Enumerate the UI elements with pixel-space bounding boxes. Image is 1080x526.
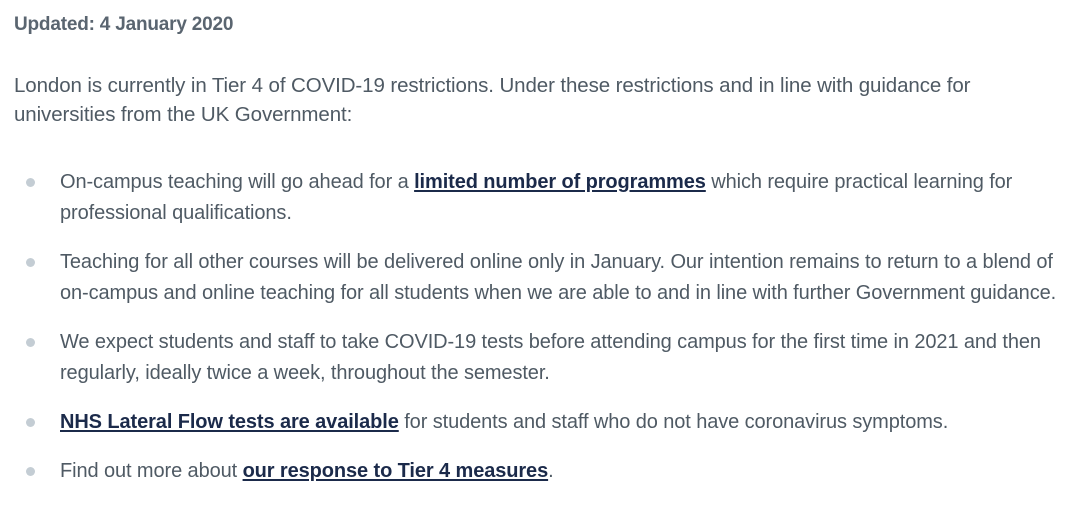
bullet-icon [26, 258, 35, 267]
list-item-prefix: We expect students and staff to take COVID-19 tests before attending campus for the first time in 2021 and then regularly, ideally twice a week, throughout the semester. [60, 331, 1041, 385]
list-item [14, 456, 1066, 487]
list-item [14, 327, 1066, 389]
link-limited-number-of-programmes[interactable]: limited number of programmes [414, 171, 706, 194]
list-item-prefix: Find out more about [60, 460, 243, 483]
intro-paragraph: London is currently in Tier 4 of COVID-19 restrictions. Under these restrictions and in line with guidance for universities from the UK Government: [14, 73, 971, 126]
list-item [14, 167, 1066, 229]
restrictions-list [14, 167, 1066, 487]
updated-date: Updated: 4 January 2020 [14, 14, 234, 35]
list-item [14, 407, 1066, 438]
list-item-suffix: which require practical learning for professional qualifications. [60, 171, 1013, 225]
link-response-to-tier-4-measures[interactable]: our response to Tier 4 measures [242, 460, 549, 483]
list-item-prefix: On-campus teaching will go ahead for a [60, 171, 415, 194]
list-item-suffix: for students and staff who do not have coronavirus symptoms. [398, 411, 949, 434]
bullet-icon [26, 467, 35, 476]
list-item [14, 247, 1066, 309]
link-nhs-lateral-flow-tests[interactable]: NHS Lateral Flow tests are available [60, 411, 399, 434]
bullet-icon [26, 338, 35, 347]
list-item-suffix: . [548, 460, 554, 483]
bullet-icon [26, 178, 35, 187]
bullet-icon [26, 418, 35, 427]
list-item-prefix: Teaching for all other courses will be delivered online only in January. Our intention remains to return to a blend of on-campus and online teaching for all students when we are able to and in line with further Government guidance. [60, 251, 1057, 305]
